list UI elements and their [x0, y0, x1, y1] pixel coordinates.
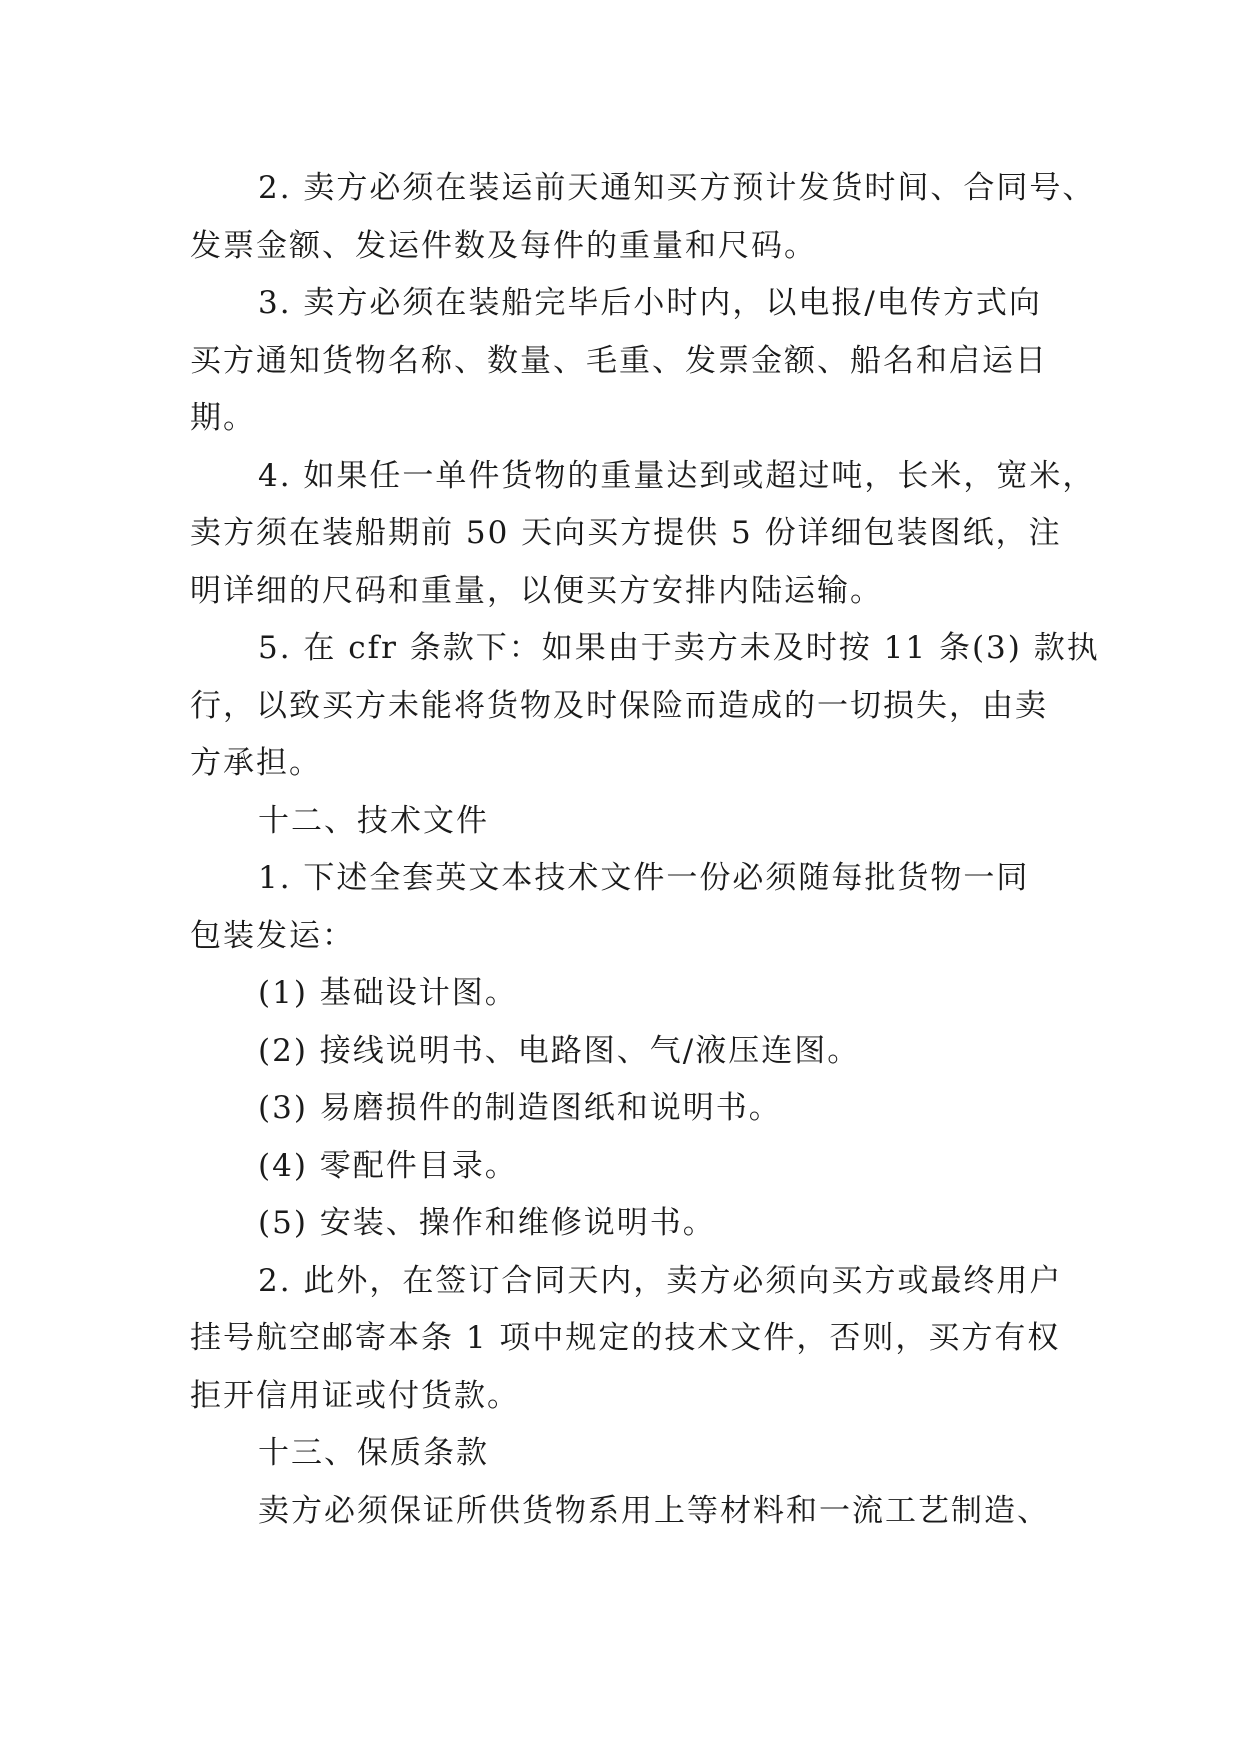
clause-11-3-line-2: 买方通知货物名称、数量、毛重、发票金额、船名和启运日 [190, 343, 1048, 379]
clause-11-2-line-2: 发票金额、发运件数及每件的重量和尺码。 [190, 228, 817, 264]
clause-12-1-line-1: 1. 下述全套英文本技术文件一份必须随每批货物一同 [258, 860, 1030, 896]
clause-11-5-line-1: 5. 在 cfr 条款下：如果由于卖方未及时按 11 条(3) 款执 [258, 630, 1100, 666]
clause-11-4-line-1: 4. 如果任一单件货物的重量达到或超过吨，长米，宽米， [258, 458, 1096, 494]
list-item-4: (4) 零配件目录。 [258, 1148, 518, 1184]
clause-11-3-line-3: 期。 [190, 400, 256, 436]
clause-11-4-line-2: 卖方须在装船期前 50 天向买方提供 5 份详细包装图纸，注 [190, 515, 1062, 551]
clause-11-2-line-1: 2. 卖方必须在装运前天通知买方预计发货时间、合同号、 [258, 170, 1096, 206]
list-item-3: (3) 易磨损件的制造图纸和说明书。 [258, 1090, 782, 1126]
clause-12-1-line-2: 包装发运： [190, 918, 355, 954]
clause-12-2-line-2: 挂号航空邮寄本条 1 项中规定的技术文件，否则，买方有权 [190, 1320, 1061, 1356]
clause-11-5-line-2: 行，以致买方未能将货物及时保险而造成的一切损失，由卖 [190, 688, 1048, 724]
clause-12-2-line-1: 2. 此外，在签订合同天内，卖方必须向买方或最终用户 [258, 1263, 1063, 1299]
clause-11-4-line-3: 明详细的尺码和重量，以便买方安排内陆运输。 [190, 573, 883, 609]
list-item-1: (1) 基础设计图。 [258, 975, 518, 1011]
clause-13-line-1: 卖方必须保证所供货物系用上等材料和一流工艺制造、 [258, 1493, 1050, 1529]
list-item-2: (2) 接线说明书、电路图、气/液压连图。 [258, 1033, 861, 1069]
list-item-5: (5) 安装、操作和维修说明书。 [258, 1205, 716, 1241]
clause-11-5-line-3: 方承担。 [190, 745, 322, 781]
clause-12-2-line-3: 拒开信用证或付货款。 [190, 1378, 520, 1414]
section-heading-13: 十三、保质条款 [258, 1435, 489, 1471]
clause-11-3-line-1: 3. 卖方必须在装船完毕后小时内，以电报/电传方式向 [258, 285, 1042, 321]
section-heading-12: 十二、技术文件 [258, 803, 489, 839]
